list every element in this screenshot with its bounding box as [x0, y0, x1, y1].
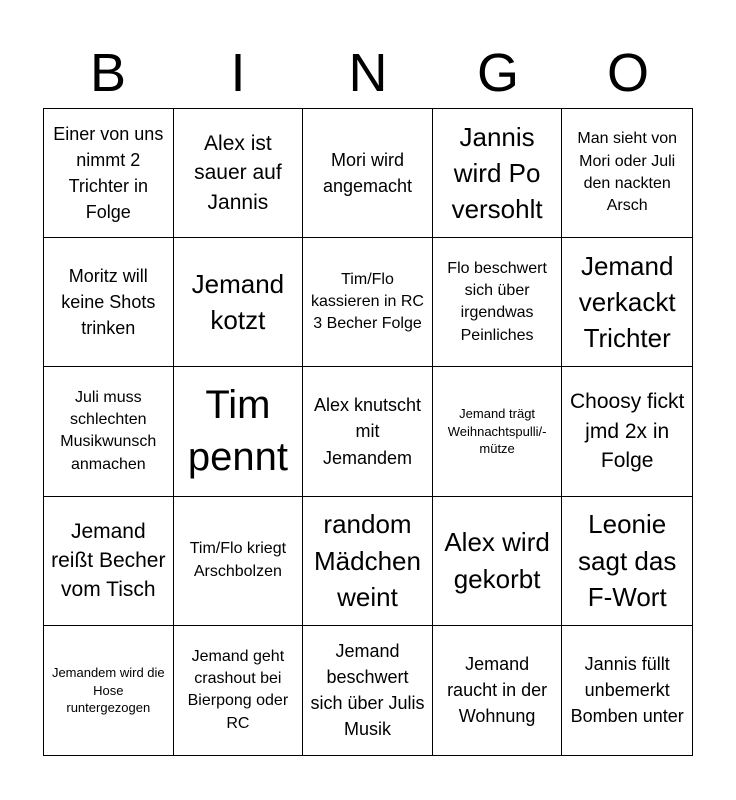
bingo-cell[interactable]	[562, 238, 692, 367]
bingo-cell-label: Einer von uns nimmt 2 Trichter in Folge	[53, 123, 164, 223]
header-letter-b: B	[89, 43, 127, 103]
bingo-board	[43, 108, 693, 756]
bingo-cell[interactable]	[174, 626, 304, 755]
bingo-cell[interactable]	[303, 238, 433, 367]
bingo-cell-label: Juli muss schlechten Musikwunsch anmachen	[60, 388, 157, 473]
bingo-cell[interactable]	[433, 497, 563, 626]
bingo-cell[interactable]	[433, 367, 563, 496]
bingo-cell-label: Jemand raucht in der Wohnung	[447, 654, 548, 727]
bingo-cell[interactable]	[44, 497, 174, 626]
bingo-cell[interactable]	[303, 497, 433, 626]
header-letter-n: N	[348, 43, 388, 103]
bingo-cell-label: Choosy fickt jmd 2x in Folge	[570, 390, 685, 473]
bingo-cell-label: Leonie sagt das F-Wort	[578, 509, 677, 612]
bingo-cell[interactable]	[174, 497, 304, 626]
bingo-cell-label: Tim pennt	[187, 383, 288, 480]
bingo-cell-label: Moritz will keine Shots trinken	[61, 266, 156, 339]
bingo-cell-label: Alex knutscht mit Jemandem	[313, 395, 422, 468]
bingo-cell[interactable]	[44, 367, 174, 496]
header-letter-o: O	[606, 43, 649, 103]
bingo-cell-label: random Mädchen weint	[314, 509, 421, 612]
bingo-cell-label: Jemand geht crashout bei Bierpong oder RC	[187, 647, 289, 732]
bingo-cell[interactable]	[303, 626, 433, 755]
bingo-cell[interactable]	[174, 367, 304, 496]
bingo-cell[interactable]	[562, 626, 692, 755]
bingo-cell-label: Alex wird gekorbt	[444, 527, 550, 594]
bingo-cell-label: Jemand beschwert sich über Julis Musik	[310, 641, 425, 740]
bingo-cell[interactable]	[174, 109, 304, 238]
bingo-cell-label: Jemand reißt Becher vom Tisch	[51, 519, 166, 602]
bingo-cell[interactable]	[433, 109, 563, 238]
bingo-cell[interactable]	[433, 626, 563, 755]
bingo-cell-label: Jemand kotzt	[191, 268, 285, 336]
bingo-cell-label: Mori wird angemacht	[322, 150, 413, 197]
bingo-cell[interactable]	[562, 367, 692, 496]
bingo-cell[interactable]	[303, 367, 433, 496]
bingo-cell-label: Man sieht von Mori oder Juli den nackten Arsch	[577, 130, 677, 215]
header-letter-g: G	[476, 43, 519, 103]
bingo-cell[interactable]	[562, 497, 692, 626]
bingo-cell[interactable]	[44, 238, 174, 367]
bingo-cell-label: Tim/Flo kriegt Arschbolzen	[189, 540, 287, 580]
bingo-cell-label: Jemandem wird die Hose runtergezogen	[51, 665, 165, 716]
bingo-cell[interactable]	[433, 238, 563, 367]
bingo-cell-label: Alex ist sauer auf Jannis	[194, 132, 282, 214]
header-letter-i: I	[230, 43, 246, 103]
bingo-cell-label: Jemand verkackt Trichter	[578, 250, 676, 354]
bingo-cell-label: Jannis wird Po versohlt	[451, 121, 543, 225]
bingo-cell[interactable]	[303, 109, 433, 238]
bingo-cell-label: Flo beschwert sich über irgendwas Peinliches	[447, 259, 547, 344]
bingo-cell[interactable]	[44, 109, 174, 238]
bingo-cell-label: Jannis füllt unbemerkt Bomben unter	[570, 654, 684, 727]
bingo-cell[interactable]	[174, 238, 304, 367]
bingo-cell[interactable]	[562, 109, 692, 238]
bingo-cell[interactable]	[44, 626, 174, 755]
bingo-header	[43, 38, 693, 108]
bingo-cell-label: Tim/Flo kassieren in RC 3 Becher Folge	[311, 270, 424, 333]
bingo-cell-label: Jemand trägt Weihnachtspulli/-mütze	[447, 406, 547, 457]
